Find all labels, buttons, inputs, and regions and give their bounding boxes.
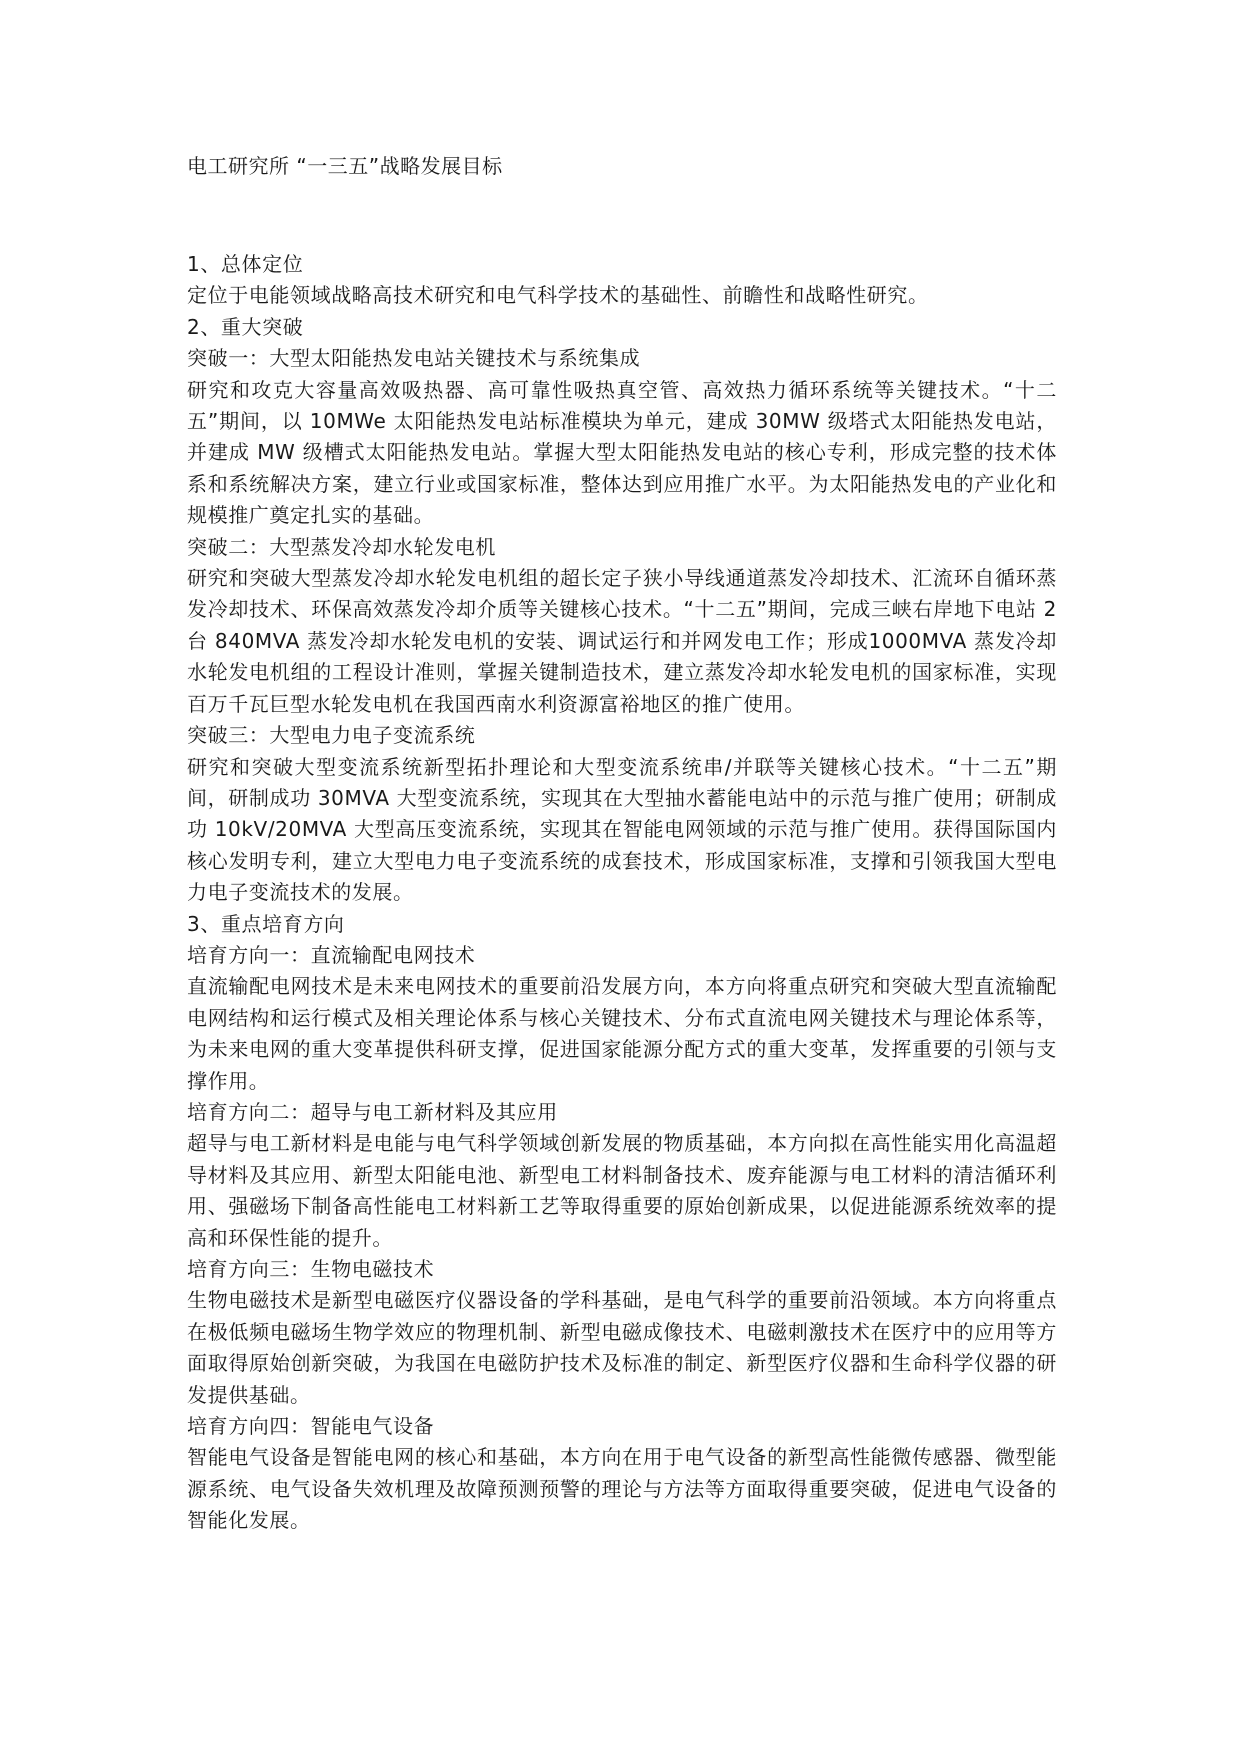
subsection-heading: 突破二：大型蒸发冷却水轮发电机	[187, 534, 496, 559]
body-paragraph: 直流输配电网技术是未来电网技术的重要前沿发展方向，本方向将重点研究和突破大型直流输配电网结构和运行模式及相关理论体系与核心关键技术、分布式直流电网关键技术与理论体系等，为未来电网的重大变革提供科研支撑，促进国家能源分配方式的重大变革，发挥重要的引领与支撑作用。	[187, 974, 1057, 1093]
section-heading: 1、总体定位	[187, 252, 304, 276]
subsection-heading: 培育方向一：直流输配电网技术	[187, 942, 476, 967]
section-heading: 3、重点培育方向	[187, 911, 345, 936]
body-paragraph: 智能电气设备是智能电网的核心和基础，本方向在用于电气设备的新型高性能微传感器、微型能源系统、电气设备失效机理及故障预测预警的理论与方法等方面取得重要突破，促进电气设备的智能化发展。	[187, 1445, 1057, 1533]
subsection-heading: 突破三：大型电力电子变流系统	[187, 723, 476, 748]
body-paragraph: 定位于电能领域战略高技术研究和电气科学技术的基础性、前瞻性和战略性研究。	[187, 283, 929, 308]
body-paragraph: 研究和突破大型变流系统新型拓扑理论和大型变流系统串/并联等关键核心技术。“十二五”期间，研制成功 30MVA 大型变流系统，实现其在大型抽水蓄能电站中的示范与推广使用；研制成功 10kV/20MVA 大型高压变流系统，实现其在智能电网领域的示范与推广使用。获得国际国内核心发明专利，建立大型电力电子变流系统的成套技术，形成国家标准，支撑和引领我国大型电力电子变流技术的发展。	[187, 754, 1057, 905]
body-paragraph: 研究和攻克大容量高效吸热器、高可靠性吸热真空管、高效热力循环系统等关键技术。“十二五”期间，以 10MWe 太阳能热发电站标准模块为单元，建成 30MW 级塔式太阳能热发电站，并建成 MW 级槽式太阳能热发电站。掌握大型太阳能热发电站的核心专利，形成完整的技术体系和系统解决方案，建立行业或国家标准，整体达到应用推广水平。为太阳能热发电的产业化和规模推广奠定扎实的基础。	[187, 377, 1057, 528]
body-paragraph: 生物电磁技术是新型电磁医疗仪器设备的学科基础，是电气科学的重要前沿领域。本方向将重点在极低频电磁场生物学效应的物理机制、新型电磁成像技术、电磁刺激技术在医疗中的应用等方面取得原始创新突破，为我国在电磁防护技术及标准的制定、新型医疗仪器和生命科学仪器的研发提供基础。	[187, 1288, 1057, 1407]
section-heading: 2、重大突破	[187, 314, 304, 339]
subsection-heading: 突破一：大型太阳能热发电站关键技术与系统集成	[187, 346, 641, 371]
subsection-heading: 培育方向四：智能电气设备	[187, 1414, 435, 1439]
document-body	[187, 249, 1057, 1537]
subsection-heading: 培育方向二：超导与电工新材料及其应用	[187, 1099, 558, 1124]
body-paragraph: 研究和突破大型蒸发冷却水轮发电机组的超长定子狭小导线通道蒸发冷却技术、汇流环自循环蒸发冷却技术、环保高效蒸发冷却介质等关键核心技术。“十二五”期间，完成三峡右岸地下电站 2 台 840MVA 蒸发冷却水轮发电机的安装、调试运行和并网发电工作；形成1000MVA 蒸发冷却水轮发电机组的工程设计准则，掌握关键制造技术，建立蒸发冷却水轮发电机的国家标准，实现百万千瓦巨型水轮发电机在我国西南水利资源富裕地区的推广使用。	[187, 566, 1057, 716]
subsection-heading: 培育方向三：生物电磁技术	[187, 1257, 435, 1281]
document-title: 电工研究所 “一三五”战略发展目标	[187, 154, 503, 178]
body-paragraph: 超导与电工新材料是电能与电气科学领域创新发展的物质基础，本方向拟在高性能实用化高温超导材料及其应用、新型太阳能电池、新型电工材料制备技术、废弃能源与电工材料的清洁循环利用、强磁场下制备高性能电工材料新工艺等取得重要的原始创新成果，以促进能源系统效率的提高和环保性能的提升。	[187, 1131, 1057, 1250]
